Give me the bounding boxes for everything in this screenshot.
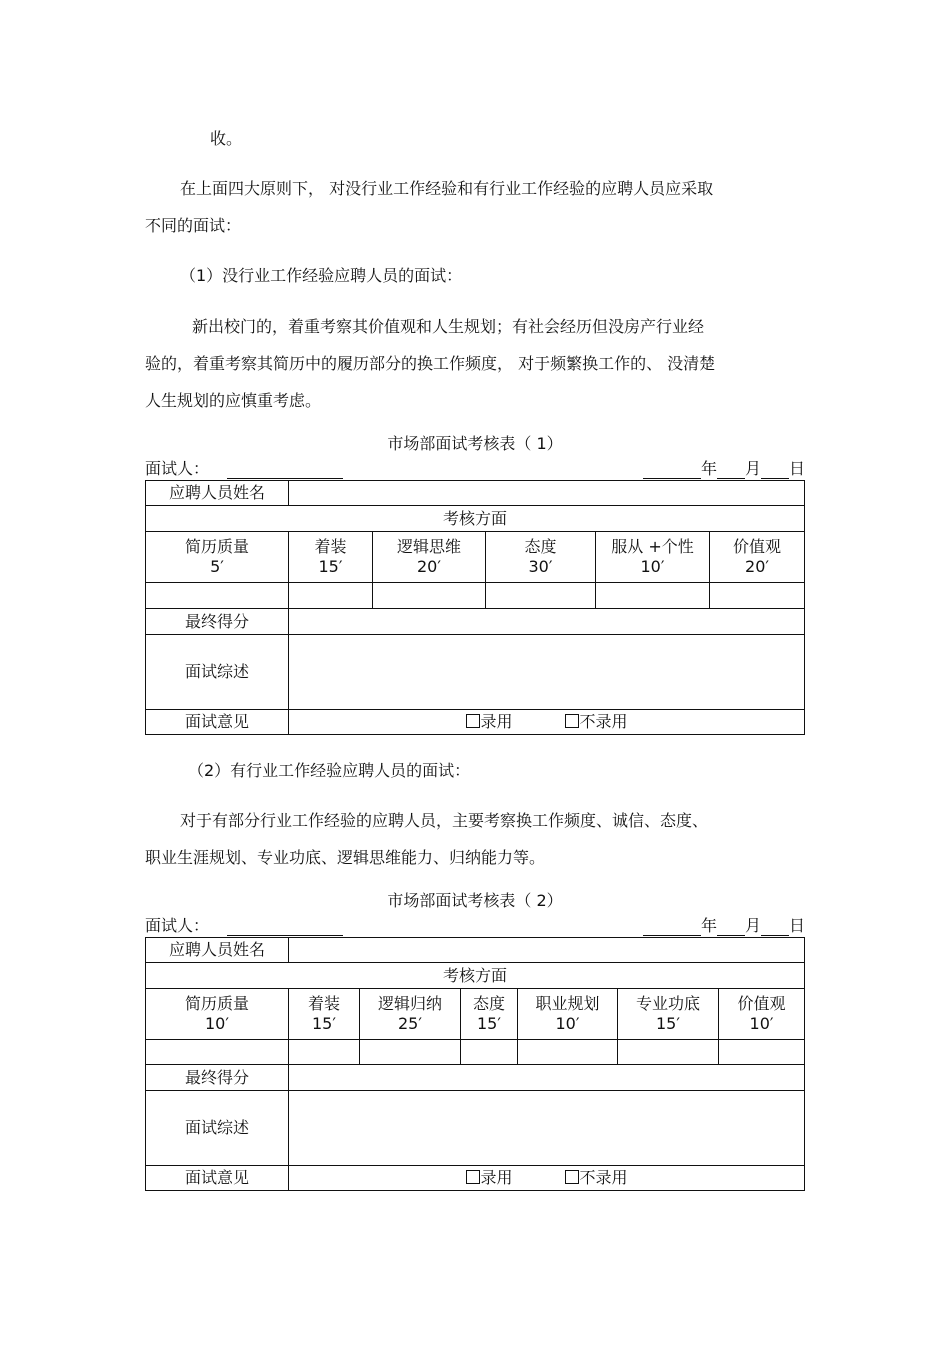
checkbox-icon[interactable] bbox=[565, 1170, 579, 1184]
aspects-header: 考核方面 bbox=[146, 963, 805, 989]
interviewer-blank[interactable] bbox=[227, 917, 343, 936]
opinion-label: 面试意见 bbox=[146, 1166, 289, 1191]
criterion-cell: 态度 30′ bbox=[486, 532, 596, 583]
summary-label: 面试综述 bbox=[146, 635, 289, 710]
day-blank[interactable] bbox=[761, 917, 789, 936]
score-entry-cell[interactable] bbox=[518, 1040, 618, 1065]
score-entry-cell[interactable] bbox=[146, 583, 289, 609]
applicant-name-label: 应聘人员姓名 bbox=[146, 481, 289, 506]
section-heading: （1）没行业工作经验应聘人员的面试： bbox=[180, 266, 463, 285]
paragraph-line: 在上面四大原则下， 对没行业工作经验和有行业工作经验的应聘人员应采取 bbox=[180, 179, 714, 198]
criterion-cell: 简历质量 10′ bbox=[146, 989, 289, 1040]
applicant-name-cell[interactable] bbox=[289, 938, 805, 963]
paragraph-line: 新出校门的，着重考察其价值观和人生规划；有社会经历但没房产行业经 bbox=[192, 317, 705, 336]
summary-cell[interactable] bbox=[289, 1091, 805, 1166]
opinion-cell bbox=[289, 1166, 805, 1191]
accept-option[interactable]: 录用 bbox=[466, 1168, 513, 1188]
criterion-cell: 逻辑思维 20′ bbox=[373, 532, 486, 583]
criterion-cell: 职业规划 10′ bbox=[518, 989, 618, 1040]
score-entry-cell[interactable] bbox=[618, 1040, 719, 1065]
opinion-label: 面试意见 bbox=[146, 710, 289, 735]
score-entry-cell[interactable] bbox=[289, 1040, 360, 1065]
final-score-cell[interactable] bbox=[289, 1065, 805, 1091]
month-label: 月 bbox=[744, 459, 761, 478]
summary-cell[interactable] bbox=[289, 635, 805, 710]
year-blank[interactable] bbox=[643, 460, 701, 479]
paragraph-line: 人生规划的应慎重考虑。 bbox=[145, 391, 322, 410]
criterion-cell: 着装 15′ bbox=[289, 989, 360, 1040]
interviewer-label: 面试人： bbox=[145, 459, 210, 478]
score-entry-cell[interactable] bbox=[373, 583, 486, 609]
assessment-table bbox=[145, 480, 805, 735]
score-entry-cell[interactable] bbox=[461, 1040, 518, 1065]
criterion-cell: 价值观 10′ bbox=[719, 989, 805, 1040]
final-score-label: 最终得分 bbox=[146, 1065, 289, 1091]
checkbox-icon[interactable] bbox=[466, 714, 480, 728]
reject-option[interactable]: 不录用 bbox=[565, 1168, 628, 1188]
day-blank[interactable] bbox=[761, 460, 789, 479]
assessment-table bbox=[145, 937, 805, 1191]
interview-meta bbox=[145, 456, 805, 478]
interviewer-blank[interactable] bbox=[227, 460, 343, 479]
score-entry-cell[interactable] bbox=[486, 583, 596, 609]
month-blank[interactable] bbox=[717, 460, 745, 479]
year-label: 年 bbox=[700, 916, 717, 935]
section-heading: （2）有行业工作经验应聘人员的面试： bbox=[188, 761, 471, 780]
checkbox-icon[interactable] bbox=[565, 714, 579, 728]
score-entry-cell[interactable] bbox=[360, 1040, 461, 1065]
checkbox-icon[interactable] bbox=[466, 1170, 480, 1184]
paragraph-line: 验的，着重考察其简历中的履历部分的换工作频度， 对于频繁换工作的、 没清楚 bbox=[145, 354, 716, 373]
day-label: 日 bbox=[788, 459, 805, 478]
opinion-cell bbox=[289, 710, 805, 735]
form-title: 市场部面试考核表（ 1） bbox=[387, 434, 563, 453]
accept-option[interactable]: 录用 bbox=[466, 712, 513, 732]
criterion-cell: 着装 15′ bbox=[289, 532, 373, 583]
aspects-header: 考核方面 bbox=[146, 506, 805, 532]
score-entry-cell[interactable] bbox=[146, 1040, 289, 1065]
paragraph-line: 职业生涯规划、专业功底、逻辑思维能力、归纳能力等。 bbox=[145, 848, 546, 867]
criterion-cell: 价值观 20′ bbox=[710, 532, 805, 583]
applicant-name-cell[interactable] bbox=[289, 481, 805, 506]
score-entry-cell[interactable] bbox=[596, 583, 710, 609]
criterion-cell: 简历质量 5′ bbox=[146, 532, 289, 583]
year-label: 年 bbox=[700, 459, 717, 478]
summary-label: 面试综述 bbox=[146, 1091, 289, 1166]
final-score-label: 最终得分 bbox=[146, 609, 289, 635]
year-blank[interactable] bbox=[643, 917, 701, 936]
interviewer-label: 面试人： bbox=[145, 916, 210, 935]
form-title: 市场部面试考核表（ 2） bbox=[387, 891, 563, 910]
interview-meta bbox=[145, 913, 805, 935]
final-score-cell[interactable] bbox=[289, 609, 805, 635]
reject-option[interactable]: 不录用 bbox=[565, 712, 628, 732]
criterion-cell: 服从 +个性 10′ bbox=[596, 532, 710, 583]
month-label: 月 bbox=[744, 916, 761, 935]
criterion-cell: 态度 15′ bbox=[461, 989, 518, 1040]
paragraph-line: 不同的面试： bbox=[145, 216, 242, 235]
score-entry-cell[interactable] bbox=[710, 583, 805, 609]
criterion-cell: 专业功底 15′ bbox=[618, 989, 719, 1040]
criterion-cell: 逻辑归纳 25′ bbox=[360, 989, 461, 1040]
paragraph-line: 收。 bbox=[210, 129, 243, 148]
day-label: 日 bbox=[788, 916, 805, 935]
applicant-name-label: 应聘人员姓名 bbox=[146, 938, 289, 963]
month-blank[interactable] bbox=[717, 917, 745, 936]
score-entry-cell[interactable] bbox=[719, 1040, 805, 1065]
score-entry-cell[interactable] bbox=[289, 583, 373, 609]
paragraph-line: 对于有部分行业工作经验的应聘人员，主要考察换工作频度、诚信、态度、 bbox=[180, 811, 709, 830]
